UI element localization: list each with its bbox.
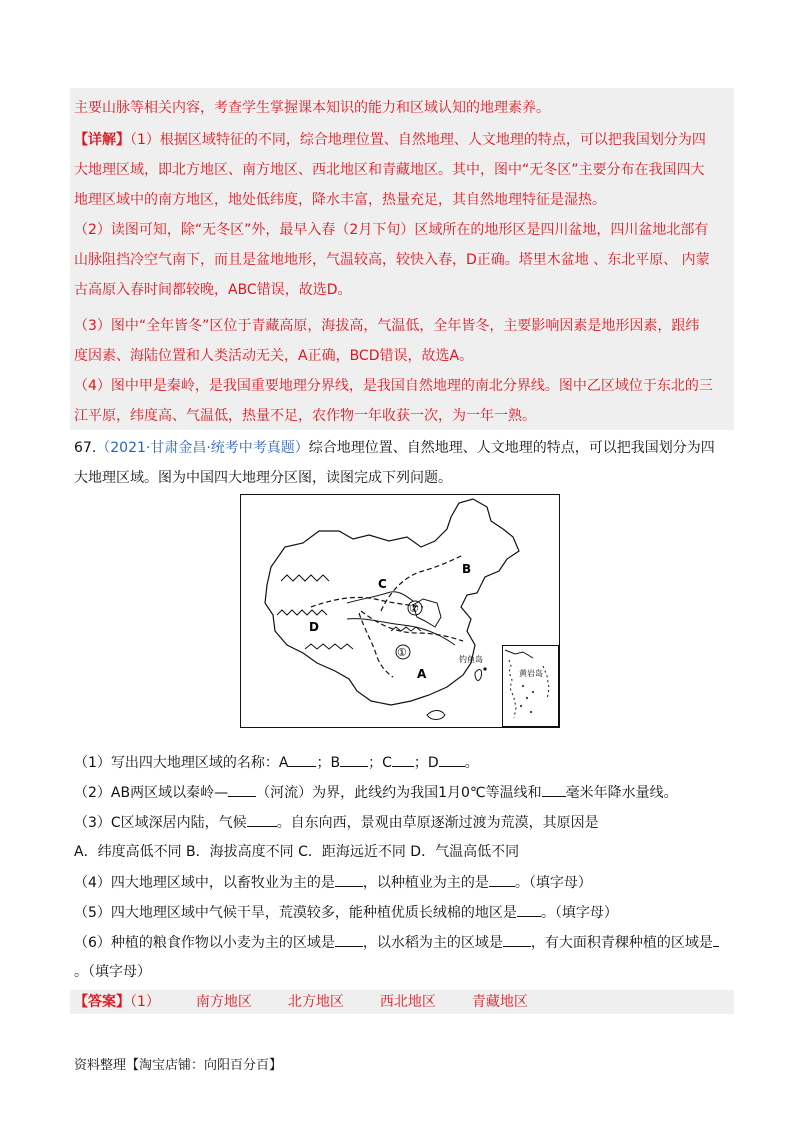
blank-field[interactable] xyxy=(542,782,566,797)
diaoyu-island-label: 钓鱼岛 xyxy=(459,655,483,664)
map-label-one: ① xyxy=(397,646,407,659)
blank-field[interactable] xyxy=(489,872,515,887)
prev-answer-line: 主要山脉等相关内容，考查学生掌握课本知识的能力和区域认知的地理素养。 xyxy=(74,100,550,116)
inset-island-dot xyxy=(520,705,522,707)
inset-island-dot xyxy=(532,691,534,693)
inset-island-dot xyxy=(526,697,528,699)
detail-line: （3）图中“全年皆冬”区位于青藏高原，海拔高，气温低，全年皆冬，主要影响因素是地形因素，跟纬 xyxy=(74,318,700,334)
subquestion-6 xyxy=(74,932,719,953)
detail-line: 古高原入春时间都较晚，ABC错误，故选D。 xyxy=(74,282,352,298)
answer-num: （1） xyxy=(130,994,160,1010)
question-stem-text: 综合地理位置、自然地理、人文地理的特点，可以把我国划分为四 xyxy=(308,440,715,456)
answer-item: 西北地区 xyxy=(379,994,436,1010)
q4-text: 。（填字母） xyxy=(514,875,592,891)
tianshan-mountains xyxy=(281,575,329,581)
q1-text: （1）写出四大地理区域的名称：A xyxy=(74,755,289,771)
subquestion-2 xyxy=(74,782,678,803)
taiwan-island xyxy=(475,670,482,681)
question-number: 67. xyxy=(74,440,97,456)
blank-field[interactable] xyxy=(439,752,465,767)
blank-field[interactable] xyxy=(503,932,531,947)
q1-text: ；D xyxy=(413,755,439,771)
detail-line: 地理区域中的南方地区，地处低纬度，降水丰富，热量充足，其自然地理特征是湿热。 xyxy=(74,192,606,208)
detail-line: 度因素、海陆位置和人类活动无关，A正确，BCD错误，故选A。 xyxy=(74,348,474,364)
q5-text: 。（填字母） xyxy=(540,905,618,921)
huangyan-island-label: 黄岩岛 xyxy=(519,669,543,678)
q1-text: ；B xyxy=(316,755,341,771)
blank-field[interactable] xyxy=(713,932,719,947)
kunlun-mountains xyxy=(277,610,327,615)
inset-island-dot xyxy=(522,685,524,687)
answer-item: 北方地区 xyxy=(287,994,344,1010)
detail-tag: 【详解】 xyxy=(74,132,130,148)
question-stem-line2: 大地理区域。图为中国四大地理分区图，读图完成下列问题。 xyxy=(74,470,452,486)
question-source: （2021·甘肃金昌·统考中考真题） xyxy=(96,440,309,456)
map-label-c: C xyxy=(378,577,387,591)
detail-line: （4）图中甲是秦岭，是我国重要地理分界线，是我国自然地理的南北分界线。图中乙区域位于东北的三 xyxy=(74,378,713,394)
detail-text: （1）根据区域特征的不同，综合地理位置、自然地理、人文地理的特点，可以把我国划分为四 xyxy=(130,132,706,148)
detail-line xyxy=(74,130,706,150)
q2-text: （河流）为界，此线约为我国1月0℃等温线和 xyxy=(256,785,542,801)
q1-text: ；C xyxy=(368,755,392,771)
q1-text: 。 xyxy=(464,755,479,771)
subquestion-5 xyxy=(74,902,618,923)
blank-field[interactable] xyxy=(335,872,363,887)
q6-text: ，有大面积青稞种植的区域是 xyxy=(530,935,713,951)
q2-text: （2）AB两区域以秦岭— xyxy=(74,785,229,801)
himalaya-mountains xyxy=(305,644,353,649)
map-label-a: A xyxy=(417,667,427,681)
detail-line: 山脉阻挡冷空气南下，而且是盆地地形，气温较高，较快入春，D正确。塔里木盆地 、东北平原、 内蒙 xyxy=(74,252,710,268)
q4-text: ，以种植业为主的是 xyxy=(362,875,489,891)
page-footer: 资料整理【淘宝店铺：向阳百分百】 xyxy=(74,1058,283,1073)
subquestion-3 xyxy=(74,812,599,833)
blank-field[interactable] xyxy=(288,752,316,767)
nine-dash-line xyxy=(509,660,516,718)
answer-line xyxy=(74,992,528,1012)
detail-line: 大地理区域，即北方地区、南方地区、西北地区和青藏地区。其中，图中“无冬区”主要分布在我国四大 xyxy=(74,162,705,178)
inset-island-dot xyxy=(530,711,532,713)
q6-text: ，以水稻为主的区域是 xyxy=(362,935,503,951)
q4-text: （4）四大地理区域中，以畜牧业为主的是 xyxy=(74,875,335,891)
blank-field[interactable] xyxy=(517,902,541,917)
answer-item: 南方地区 xyxy=(195,994,252,1010)
blank-field[interactable] xyxy=(247,812,277,827)
map-label-two: ② xyxy=(409,602,419,615)
map-label-d: D xyxy=(309,620,319,634)
hainan-island xyxy=(427,711,445,720)
q6-text: （6）种植的粮食作物以小麦为主的区域是 xyxy=(74,935,335,951)
subquestion-1 xyxy=(74,752,479,773)
q5-text: （5）四大地理区域中气候干旱，荒漠较多，能种植优质长绒棉的地区是 xyxy=(74,905,517,921)
south-china-sea-inset xyxy=(502,645,559,727)
inset-coastline xyxy=(505,650,533,658)
q3-text: 。自东向西，景观由草原逐渐过渡为荒漠，其原因是 xyxy=(276,815,599,831)
answer-item: 青藏地区 xyxy=(471,994,528,1010)
detail-line: （2）读图可知，除“无冬区”外，最早入春（2月下旬）区域所在的地形区是四川盆地，四川盆地北部有 xyxy=(74,222,709,238)
nw-tibet-boundary xyxy=(311,597,423,607)
map-label-b: B xyxy=(462,562,472,576)
answer-tag: 【答案】 xyxy=(74,994,130,1010)
q3-text: （3）C区域深居内陆，气候 xyxy=(74,815,247,831)
diaoyu-island-marker xyxy=(483,667,486,670)
blank-field[interactable] xyxy=(228,782,256,797)
blank-field[interactable] xyxy=(335,932,363,947)
subquestion-6-end: 。（填字母） xyxy=(74,964,151,980)
subquestion-4 xyxy=(74,872,592,893)
blank-field[interactable] xyxy=(392,752,414,767)
q2-text: 毫米年降水量线。 xyxy=(565,785,678,801)
nine-dash-line-east xyxy=(543,666,549,700)
blank-field[interactable] xyxy=(340,752,368,767)
question-stem xyxy=(74,438,715,458)
detail-line: 江平原，纬度高、气温低，热量不足，农作物一年收获一次，为一年一熟。 xyxy=(74,408,536,424)
subquestion-3-options: A．纬度高低不同 B．海拔高度不同 C．距海远近不同 D．气温高低不同 xyxy=(74,844,520,860)
yellow-river xyxy=(347,592,413,603)
inset-drawing xyxy=(503,646,558,726)
